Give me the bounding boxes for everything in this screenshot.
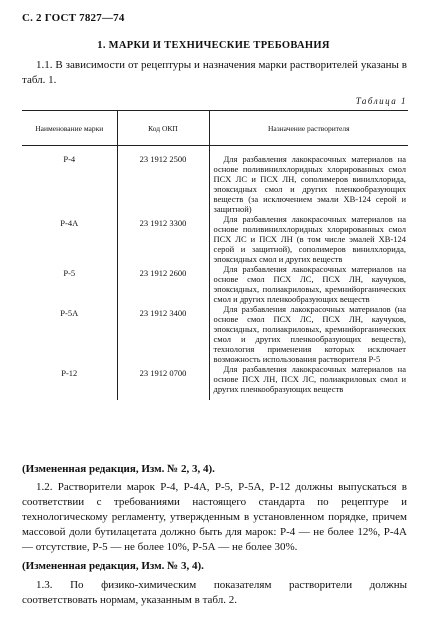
solvent-marks-table — [22, 110, 408, 400]
cell-purpose: Для разбавления лакокрасочных материалов на основе смол ПСХ ЛС, ПСХ ЛН, каучуков, эпоксидных, полиакриловых, кремнийорганических смол и других пленкообразующих веществ — [209, 264, 408, 304]
paragraph-1-2: 1.2. Растворители марок Р-4, Р-4А, Р-5, Р-5А, Р-12 должны выпускаться в соответствии с требованиями настоящего стандарта по рецептуре и технологическому регламенту, утвержденным в установленном порядке, причем массовой доли бутилацетата должно быть для марок: Р-4 — не более 12%, Р-4А — отсутствие, Р-5 — не более 10%, Р-5А — не более 30%. — [22, 481, 407, 553]
column-header-code: Код ОКП — [117, 111, 209, 146]
column-header-mark: Наименование марки — [22, 111, 117, 146]
intro-paragraph: 1.1. В зависимости от рецептуры и назначения марки растворителей указаны в табл. 1. — [22, 59, 407, 86]
cell-code: 23 1912 3400 — [117, 304, 209, 364]
column-header-purpose: Назначение растворителя — [209, 111, 408, 146]
cell-code: 23 1912 2500 — [117, 146, 209, 215]
table-caption: Таблица 1 — [355, 96, 407, 106]
section-title: 1. МАРКИ И ТЕХНИЧЕСКИЕ ТРЕБОВАНИЯ — [97, 40, 330, 51]
table-row — [22, 214, 408, 264]
cell-mark: Р-4А — [60, 218, 79, 228]
page-header: С. 2 ГОСТ 7827—74 — [22, 12, 125, 24]
paragraph-1-3: 1.3. По физико-химическим показателям растворители должны соответствовать нормам, указанным в табл. 2. — [22, 579, 407, 606]
cell-purpose: Для разбавления лакокрасочных материалов на основе поливинилхлоридных хлорированных смол ПСХ ЛС и ПСХ ЛН, сополимеров винилхлорида, эпоксидных смол и других пленкообразующих веществ (за исключением эмали ХВ-124 серой и защитной) — [209, 146, 408, 215]
cell-code: 23 1912 2600 — [117, 264, 209, 304]
cell-mark: Р-5А — [60, 308, 79, 318]
table-header-row — [22, 111, 408, 146]
cell-purpose: Для разбавления лакокрасочных материалов (на основе смол ПСХ ЛС, ПСХ ЛН, каучуков, эпоксидных, полиакриловых, кремнийорганических смол и других пленкообразующих веществ), технология применения которых исключает возможность использования растворителя Р-5 — [209, 304, 408, 364]
cell-code: 23 1912 3300 — [117, 214, 209, 264]
cell-code: 23 1912 0700 — [117, 364, 209, 400]
amendment-note-1: (Измененная редакция, Изм. № 2, 3, 4). — [22, 463, 215, 475]
table-row — [22, 146, 408, 215]
cell-purpose: Для разбавления лакокрасочных материалов на основе поливинилхлоридных хлорированных смол ПСХ ЛС и ПСХ ЛН (в том числе эмалей ХВ-124 серой и защитной), сополимеров винилхлорида, эпоксидных смол и других веществ — [209, 214, 408, 264]
table-row — [22, 364, 408, 400]
cell-purpose: Для разбавления лакокрасочных материалов на основе ПСХ ЛН, ПСХ ЛС, полиакриловых смол и других пленкообразующих веществ — [209, 364, 408, 400]
cell-mark: Р-12 — [61, 368, 78, 378]
table-row — [22, 264, 408, 304]
cell-mark: Р-4 — [63, 154, 76, 164]
cell-mark: Р-5 — [63, 268, 76, 278]
amendment-note-2: (Измененная редакция, Изм. № 3, 4). — [22, 560, 204, 572]
table-row — [22, 304, 408, 364]
